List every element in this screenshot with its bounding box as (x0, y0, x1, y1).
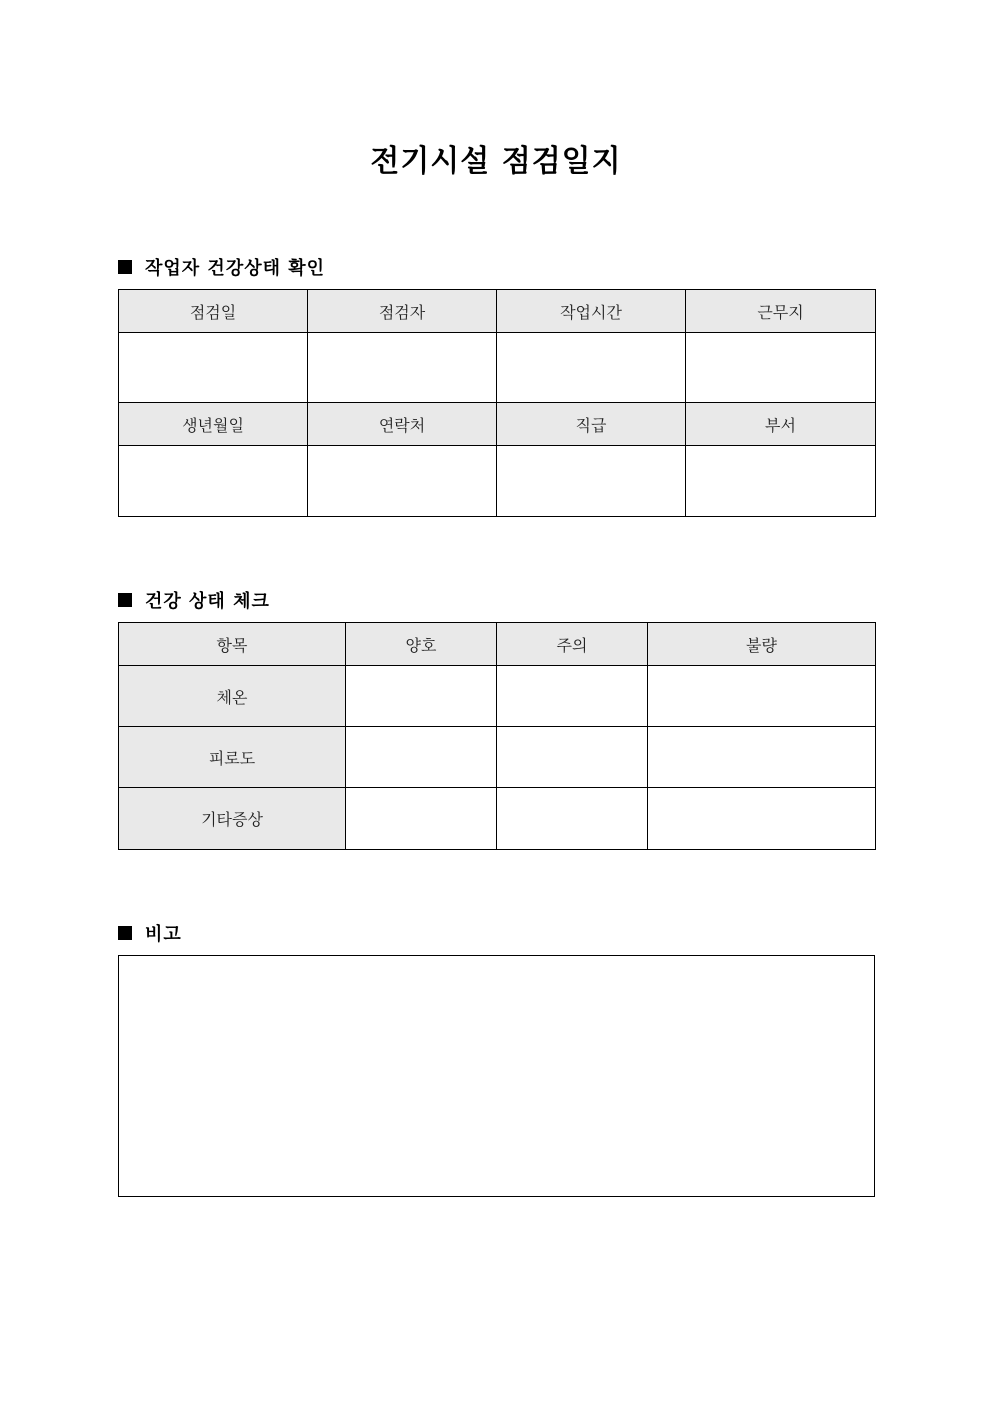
remarks-field[interactable] (118, 955, 875, 1197)
inspector-field[interactable] (308, 333, 497, 403)
worker-info-table (118, 289, 876, 517)
section-heading-worker-health (118, 254, 325, 280)
table-row (119, 788, 876, 850)
department-field[interactable] (686, 446, 876, 517)
header-bad: 불량 (648, 623, 876, 666)
section-heading-remarks (118, 920, 182, 946)
header-caution: 주의 (497, 623, 648, 666)
other-symptoms-bad-cell[interactable] (648, 788, 876, 850)
workplace-field[interactable] (686, 333, 876, 403)
temperature-caution-cell[interactable] (497, 666, 648, 727)
health-check-table (118, 622, 876, 850)
work-hours-field[interactable] (497, 333, 686, 403)
section-heading-label: 비고 (145, 924, 182, 945)
header-contact: 연락처 (308, 403, 497, 446)
header-workplace: 근무지 (686, 290, 876, 333)
header-birth-date: 생년월일 (119, 403, 308, 446)
square-bullet-icon (118, 260, 132, 274)
row-label-other-symptoms: 기타증상 (119, 788, 346, 850)
birth-date-field[interactable] (119, 446, 308, 517)
fatigue-bad-cell[interactable] (648, 727, 876, 788)
header-work-hours: 작업시간 (497, 290, 686, 333)
table-row (119, 666, 876, 727)
inspection-date-field[interactable] (119, 333, 308, 403)
square-bullet-icon (118, 593, 132, 607)
position-field[interactable] (497, 446, 686, 517)
row-label-fatigue: 피로도 (119, 727, 346, 788)
document-title: 전기시설 점검일지 (370, 144, 622, 179)
section-heading-label: 건강 상태 체크 (145, 591, 270, 612)
header-item: 항목 (119, 623, 346, 666)
header-inspector: 점검자 (308, 290, 497, 333)
temperature-bad-cell[interactable] (648, 666, 876, 727)
header-position: 직급 (497, 403, 686, 446)
contact-field[interactable] (308, 446, 497, 517)
header-department: 부서 (686, 403, 876, 446)
header-good: 양호 (346, 623, 497, 666)
fatigue-good-cell[interactable] (346, 727, 497, 788)
section-heading-health-check (118, 587, 270, 613)
fatigue-caution-cell[interactable] (497, 727, 648, 788)
square-bullet-icon (118, 926, 132, 940)
header-inspection-date: 점검일 (119, 290, 308, 333)
other-symptoms-caution-cell[interactable] (497, 788, 648, 850)
other-symptoms-good-cell[interactable] (346, 788, 497, 850)
section-heading-label: 작업자 건강상태 확인 (145, 258, 326, 279)
row-label-temperature: 체온 (119, 666, 346, 727)
table-row (119, 727, 876, 788)
temperature-good-cell[interactable] (346, 666, 497, 727)
